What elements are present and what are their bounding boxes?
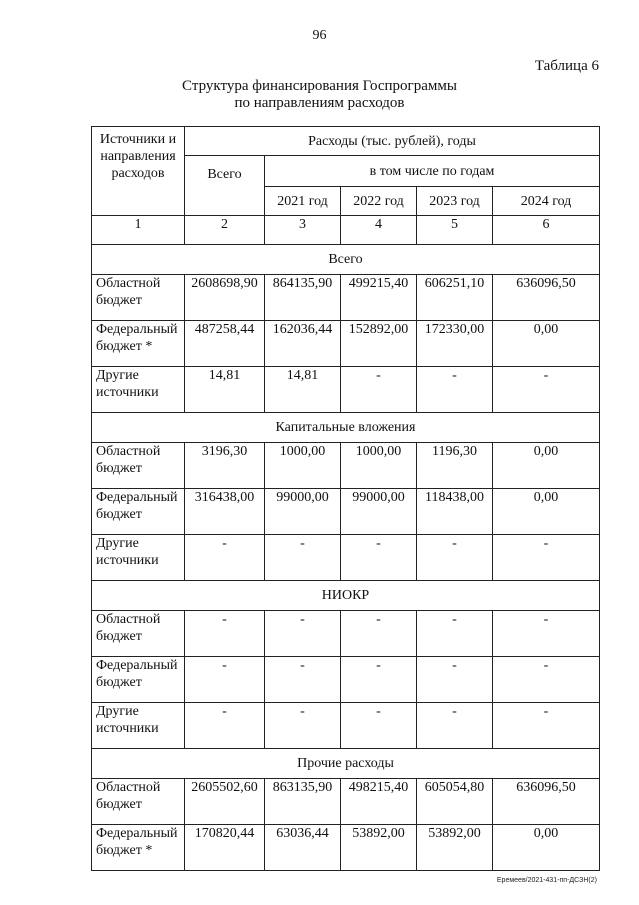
value-cell: 2605502,60 bbox=[185, 779, 265, 825]
value-cell: 99000,00 bbox=[265, 489, 341, 535]
table-row bbox=[92, 611, 600, 657]
row-label: Другие источники bbox=[92, 367, 185, 413]
row-label: Областной бюджет bbox=[92, 611, 185, 657]
table-row bbox=[92, 825, 600, 871]
section-title: НИОКР bbox=[92, 581, 600, 611]
header-sources: Источники и направления расходов bbox=[92, 127, 185, 216]
table-row bbox=[92, 321, 600, 367]
value-cell: - bbox=[265, 703, 341, 749]
value-cell: - bbox=[185, 703, 265, 749]
value-cell: 864135,90 bbox=[265, 275, 341, 321]
value-cell: - bbox=[493, 657, 600, 703]
table-row bbox=[92, 489, 600, 535]
value-cell: 0,00 bbox=[493, 321, 600, 367]
value-cell: - bbox=[265, 535, 341, 581]
column-number: 3 bbox=[265, 216, 341, 245]
value-cell: 316438,00 bbox=[185, 489, 265, 535]
value-cell: - bbox=[341, 703, 417, 749]
column-number: 6 bbox=[493, 216, 600, 245]
value-cell: - bbox=[341, 611, 417, 657]
value-cell: 172330,00 bbox=[417, 321, 493, 367]
value-cell: 170820,44 bbox=[185, 825, 265, 871]
value-cell: 162036,44 bbox=[265, 321, 341, 367]
column-number: 1 bbox=[92, 216, 185, 245]
value-cell: - bbox=[185, 611, 265, 657]
table-row bbox=[92, 443, 600, 489]
value-cell: - bbox=[417, 367, 493, 413]
section-title: Прочие расходы bbox=[92, 749, 600, 779]
value-cell: 0,00 bbox=[493, 489, 600, 535]
value-cell: 53892,00 bbox=[341, 825, 417, 871]
value-cell: 0,00 bbox=[493, 443, 600, 489]
row-label: Другие источники bbox=[92, 703, 185, 749]
value-cell: - bbox=[341, 535, 417, 581]
table-row bbox=[92, 657, 600, 703]
section-row bbox=[92, 749, 600, 779]
table-title-line-1: Структура финансирования Госпрограммы bbox=[182, 78, 457, 94]
value-cell: - bbox=[265, 657, 341, 703]
row-label: Областной бюджет bbox=[92, 275, 185, 321]
table-title bbox=[0, 78, 639, 112]
section-row bbox=[92, 413, 600, 443]
table-row bbox=[92, 367, 600, 413]
row-label: Другие источники bbox=[92, 535, 185, 581]
value-cell: 3196,30 bbox=[185, 443, 265, 489]
value-cell: - bbox=[341, 657, 417, 703]
value-cell: 118438,00 bbox=[417, 489, 493, 535]
table-row bbox=[92, 779, 600, 825]
document-code: Еремеев/2021-431-пп-ДСЗН(2) bbox=[496, 877, 597, 884]
row-label: Областной бюджет bbox=[92, 443, 185, 489]
value-cell: 499215,40 bbox=[341, 275, 417, 321]
value-cell: 1000,00 bbox=[341, 443, 417, 489]
value-cell: 53892,00 bbox=[417, 825, 493, 871]
value-cell: 2608698,90 bbox=[185, 275, 265, 321]
row-label: Федеральный бюджет bbox=[92, 657, 185, 703]
section-title: Капитальные вложения bbox=[92, 413, 600, 443]
value-cell: - bbox=[493, 611, 600, 657]
row-label: Федеральный бюджет bbox=[92, 489, 185, 535]
value-cell: 636096,50 bbox=[493, 275, 600, 321]
financing-table bbox=[91, 126, 600, 871]
column-number: 4 bbox=[341, 216, 417, 245]
value-cell: - bbox=[417, 611, 493, 657]
table-row bbox=[92, 703, 600, 749]
table-row bbox=[92, 535, 600, 581]
value-cell: - bbox=[493, 367, 600, 413]
table-label: Таблица 6 bbox=[534, 58, 599, 74]
value-cell: 14,81 bbox=[185, 367, 265, 413]
value-cell: 487258,44 bbox=[185, 321, 265, 367]
header-year-2022: 2022 год bbox=[341, 187, 417, 216]
header-expenses: Расходы (тыс. рублей), годы bbox=[185, 127, 600, 156]
value-cell: 605054,80 bbox=[417, 779, 493, 825]
value-cell: - bbox=[493, 703, 600, 749]
value-cell: 863135,90 bbox=[265, 779, 341, 825]
value-cell: 1000,00 bbox=[265, 443, 341, 489]
table-row bbox=[92, 275, 600, 321]
header-year-2024: 2024 год bbox=[493, 187, 600, 216]
value-cell: 636096,50 bbox=[493, 779, 600, 825]
value-cell: 1196,30 bbox=[417, 443, 493, 489]
value-cell: 498215,40 bbox=[341, 779, 417, 825]
value-cell: - bbox=[417, 657, 493, 703]
section-row bbox=[92, 245, 600, 275]
value-cell: - bbox=[185, 657, 265, 703]
value-cell: 14,81 bbox=[265, 367, 341, 413]
header-year-2023: 2023 год bbox=[417, 187, 493, 216]
value-cell: 0,00 bbox=[493, 825, 600, 871]
value-cell: - bbox=[265, 611, 341, 657]
section-title: Всего bbox=[92, 245, 600, 275]
value-cell: - bbox=[341, 367, 417, 413]
value-cell: 152892,00 bbox=[341, 321, 417, 367]
section-row bbox=[92, 581, 600, 611]
table-title-line-2: по направлениям расходов bbox=[234, 95, 405, 111]
column-number: 2 bbox=[185, 216, 265, 245]
page-number: 96 bbox=[312, 28, 327, 43]
header-total: Всего bbox=[185, 156, 265, 216]
column-number: 5 bbox=[417, 216, 493, 245]
row-label: Федеральный бюджет * bbox=[92, 321, 185, 367]
value-cell: 606251,10 bbox=[417, 275, 493, 321]
row-label: Областной бюджет bbox=[92, 779, 185, 825]
value-cell: - bbox=[417, 703, 493, 749]
header-incl-by-year: в том числе по годам bbox=[265, 156, 600, 187]
value-cell: 99000,00 bbox=[341, 489, 417, 535]
header-year-2021: 2021 год bbox=[265, 187, 341, 216]
value-cell: - bbox=[185, 535, 265, 581]
value-cell: - bbox=[417, 535, 493, 581]
value-cell: 63036,44 bbox=[265, 825, 341, 871]
row-label: Федеральный бюджет * bbox=[92, 825, 185, 871]
column-number-row bbox=[92, 216, 600, 245]
value-cell: - bbox=[493, 535, 600, 581]
